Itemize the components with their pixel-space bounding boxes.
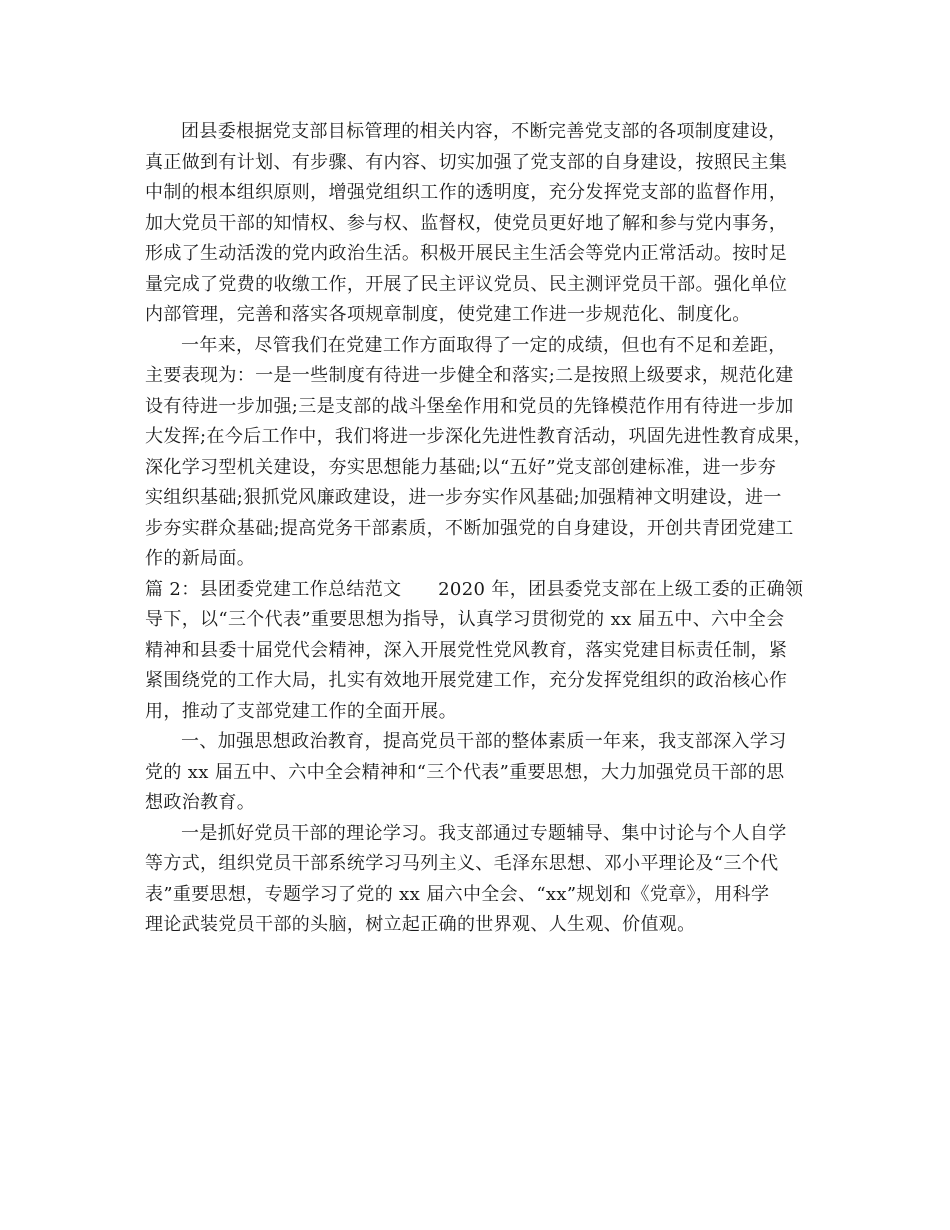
text-line: 紧围绕党的工作大局，扎实有效地开展党建工作，充分发挥党组织的政治核心作 — [145, 670, 788, 691]
text-line: 导下，以“三个代表”重要思想为指导，认真学习贯彻党的 xx 届五中、六中全会 — [145, 609, 785, 630]
text-line: 中制的根本组织原则，增强党组织工作的透明度，充分发挥党支部的监督作用， — [145, 182, 788, 203]
text-line: 内部管理，完善和落实各项规章制度，使党建工作进一步规范化、制度化。 — [145, 304, 751, 325]
document-body — [145, 117, 825, 941]
text-line: 一是抓好党员干部的理论学习。我支部通过专题辅导、集中讨论与个人自学 — [181, 822, 787, 844]
text-line: 设有待进一步加强;三是支部的战斗堡垒作用和党员的先锋模范作用有待进一步加 — [145, 395, 794, 417]
text-line: 深化学习型机关建设，夯实思想能力基础;以“五好”党支部创建标准，进一步夯 — [145, 456, 777, 478]
text-line: 加大党员干部的知情权、参与权、监督权，使党员更好地了解和参与党内事务， — [145, 212, 788, 234]
text-line: 精神和县委十届党代会精神，深入开展党性党风教育，落实党建目标责任制，紧 — [145, 639, 788, 661]
text-line: 步夯实群众基础;提高党务干部素质，不断加强党的自身建设，开创共青团党建工 — [145, 517, 794, 539]
text-line: 一年来，尽管我们在党建工作方面取得了一定的成绩，但也有不足和差距， — [181, 334, 787, 356]
text-line: 党的 xx 届五中、六中全会精神和“三个代表”重要思想，大力加强党员干部的思 — [145, 761, 785, 783]
text-line: 团县委根据党支部目标管理的相关内容，不断完善党支部的各项制度建设， — [181, 121, 787, 142]
text-line: 真正做到有计划、有步骤、有内容、切实加强了党支部的自身建设，按照民主集 — [145, 151, 788, 173]
text-line: 主要表现为：一是一些制度有待进一步健全和落实;二是按照上级要求，规范化建 — [145, 365, 794, 386]
text-line: 表”重要思想，专题学习了党的 xx 届六中全会、“xx”规划和《党章》，用科学 — [145, 883, 770, 905]
text-line: 篇 2：县团委党建工作总结范文 2020 年，团县委党支部在上级工委的正确领 — [145, 578, 804, 600]
text-line: 形成了生动活泼的党内政治生活。积极开展民主生活会等党内正常活动。按时足 — [145, 243, 788, 264]
text-line: 作的新局面。 — [145, 548, 256, 569]
text-line: 理论武装党员干部的头脑，树立起正确的世界观、人生观、价值观。 — [145, 914, 696, 935]
text-line: 等方式，组织党员干部系统学习马列主义、毛泽东思想、邓小平理论及“三个代 — [145, 853, 779, 874]
text-line: 大发挥;在今后工作中，我们将进一步深化先进性教育活动，巩固先进性教育成果， — [145, 426, 813, 447]
text-line: 实组织基础;狠抓党风廉政建设，进一步夯实作风基础;加强精神文明建设，进一 — [145, 487, 782, 508]
text-line: 用，推动了支部党建工作的全面开展。 — [145, 700, 457, 722]
text-line: 一、加强思想政治教育，提高党员干部的整体素质一年来，我支部深入学习 — [181, 731, 787, 752]
text-line: 量完成了党费的收缴工作，开展了民主评议党员、民主测评党员干部。强化单位 — [145, 273, 788, 295]
text-line: 想政治教育。 — [145, 792, 256, 813]
